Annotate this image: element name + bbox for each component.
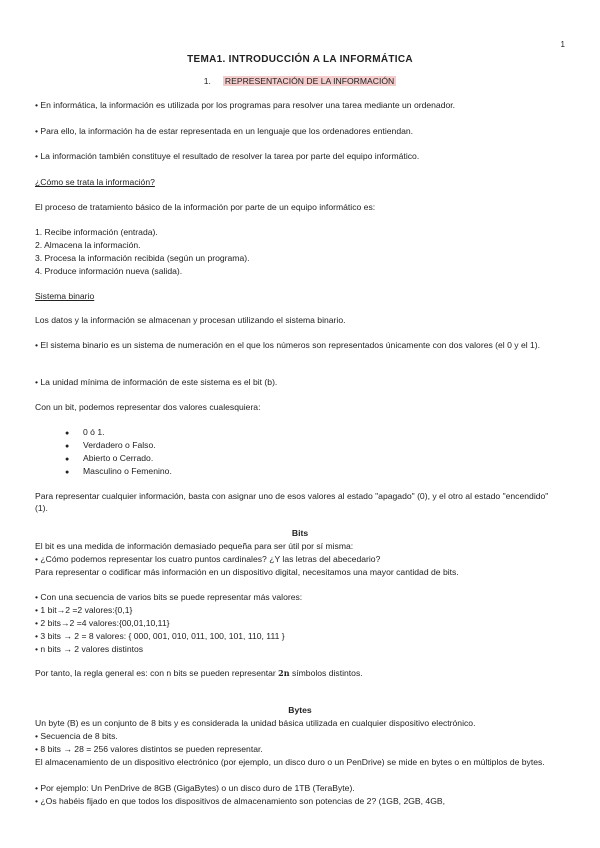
example-item: ● Abierto o Cerrado. xyxy=(65,453,154,463)
bits-list-item: • Con una secuencia de varios bits se puede representar más valores: xyxy=(35,592,303,602)
example-item: ● Masculino o Femenino. xyxy=(65,466,172,476)
section-heading xyxy=(0,76,600,88)
binary-lead: Los datos y la información se almacenan y procesan utilizando el sistema binario. xyxy=(35,315,346,325)
example-item: ● 0 ó 1. xyxy=(65,427,105,437)
bytes-line: Un byte (B) es un conjunto de 8 bits y es considerada la unidad básica utilizada en cualquier dispositivo electrónico. xyxy=(35,718,476,728)
step-item: 4. Produce información nueva (salida). xyxy=(35,266,183,276)
bits-heading: Bits xyxy=(291,528,309,538)
bits-line: • ¿Cómo podemos representar los cuatro puntos cardinales? ¿Y las letras del abecedario? xyxy=(35,554,381,564)
binary-paragraph: • El sistema binario es un sistema de numeración en el que los números son representados únicamente con dos valores (el 0 y el 1). xyxy=(35,340,541,350)
bits-rule: Por tanto, la regla general es: con n bits se pueden representar 2n símbolos distintos. xyxy=(35,668,363,678)
section-label: REPRESENTACIÓN DE LA INFORMACIÓN xyxy=(224,76,395,86)
intro-paragraph: • En informática, la información es utilizada por los programas para resolver una tarea mediante un ordenador. xyxy=(35,100,456,110)
bits-list-item: • 2 bits→2 =4 valores:{00,01,10,11} xyxy=(35,618,170,628)
binary-paragraph: Para representar cualquier información, basta con asignar uno de esos valores al estado "apagado" (0), y el otro al estado "encendido" (1). xyxy=(35,491,549,513)
bytes-line: • 8 bits → 28 = 256 valores distintos se pueden representar. xyxy=(35,744,263,754)
section-number: 1. xyxy=(203,76,211,86)
bytes-line: • Secuencia de 8 bits. xyxy=(35,731,118,741)
step-item: 3. Procesa la información recibida (según un programa). xyxy=(35,253,250,263)
bullet-icon: ● xyxy=(65,456,70,463)
bytes-line: • ¿Os habéis fijado en que todos los dispositivos de almacenamiento son potencias de 2? (1GB, 2GB, 4GB, xyxy=(35,796,446,806)
page-number: 1 xyxy=(560,40,565,49)
bits-line: El bit es una medida de información demasiado pequeña para ser útil por sí misma: xyxy=(35,541,354,551)
binary-paragraph: Con un bit, podemos representar dos valores cualesquiera: xyxy=(35,402,261,412)
bytes-line: El almacenamiento de un dispositivo electrónico (por ejemplo, un disco duro o un PenDrive) se mide en bytes o en múltiplos de bytes. xyxy=(35,757,545,767)
bits-list-item: • n bits → 2 valores distintos xyxy=(35,644,144,654)
binary-paragraph: • La unidad mínima de información de este sistema es el bit (b). xyxy=(35,377,278,387)
bits-list-item: • 3 bits → 2 = 8 valores: { 000, 001, 010, 011, 100, 101, 110, 111 } xyxy=(35,631,285,641)
bytes-line: • Por ejemplo: Un PenDrive de 8GB (GigaBytes) o un disco duro de 1TB (TeraByte). xyxy=(35,783,355,793)
step-item: 1. Recibe información (entrada). xyxy=(35,227,158,237)
bullet-icon: ● xyxy=(65,430,70,437)
bullet-icon: ● xyxy=(65,469,70,476)
document-title: TEMA1. INTRODUCCIÓN A LA INFORMÁTICA xyxy=(187,54,413,65)
step-item: 2. Almacena la información. xyxy=(35,240,141,250)
intro-paragraph: • Para ello, la información ha de estar representada en un lenguaje que los ordenadores entiendan. xyxy=(35,126,414,136)
bullet-icon: ● xyxy=(65,443,70,450)
formula: 2n xyxy=(278,668,290,678)
binary-heading: Sistema binario xyxy=(35,291,95,301)
how-lead: El proceso de tratamiento básico de la información por parte de un equipo informático es: xyxy=(35,202,376,212)
bits-line: Para representar o codificar más información en un dispositivo digital, necesitamos una mayor cantidad de bits. xyxy=(35,567,459,577)
example-item: ● Verdadero o Falso. xyxy=(65,440,156,450)
bytes-heading: Bytes xyxy=(288,705,312,715)
bits-list-item: • 1 bit→2 =2 valores:{0,1} xyxy=(35,605,133,615)
how-heading: ¿Cómo se trata la información? xyxy=(35,177,155,187)
intro-paragraph: • La información también constituye el resultado de resolver la tarea por parte del equipo informático. xyxy=(35,151,420,161)
